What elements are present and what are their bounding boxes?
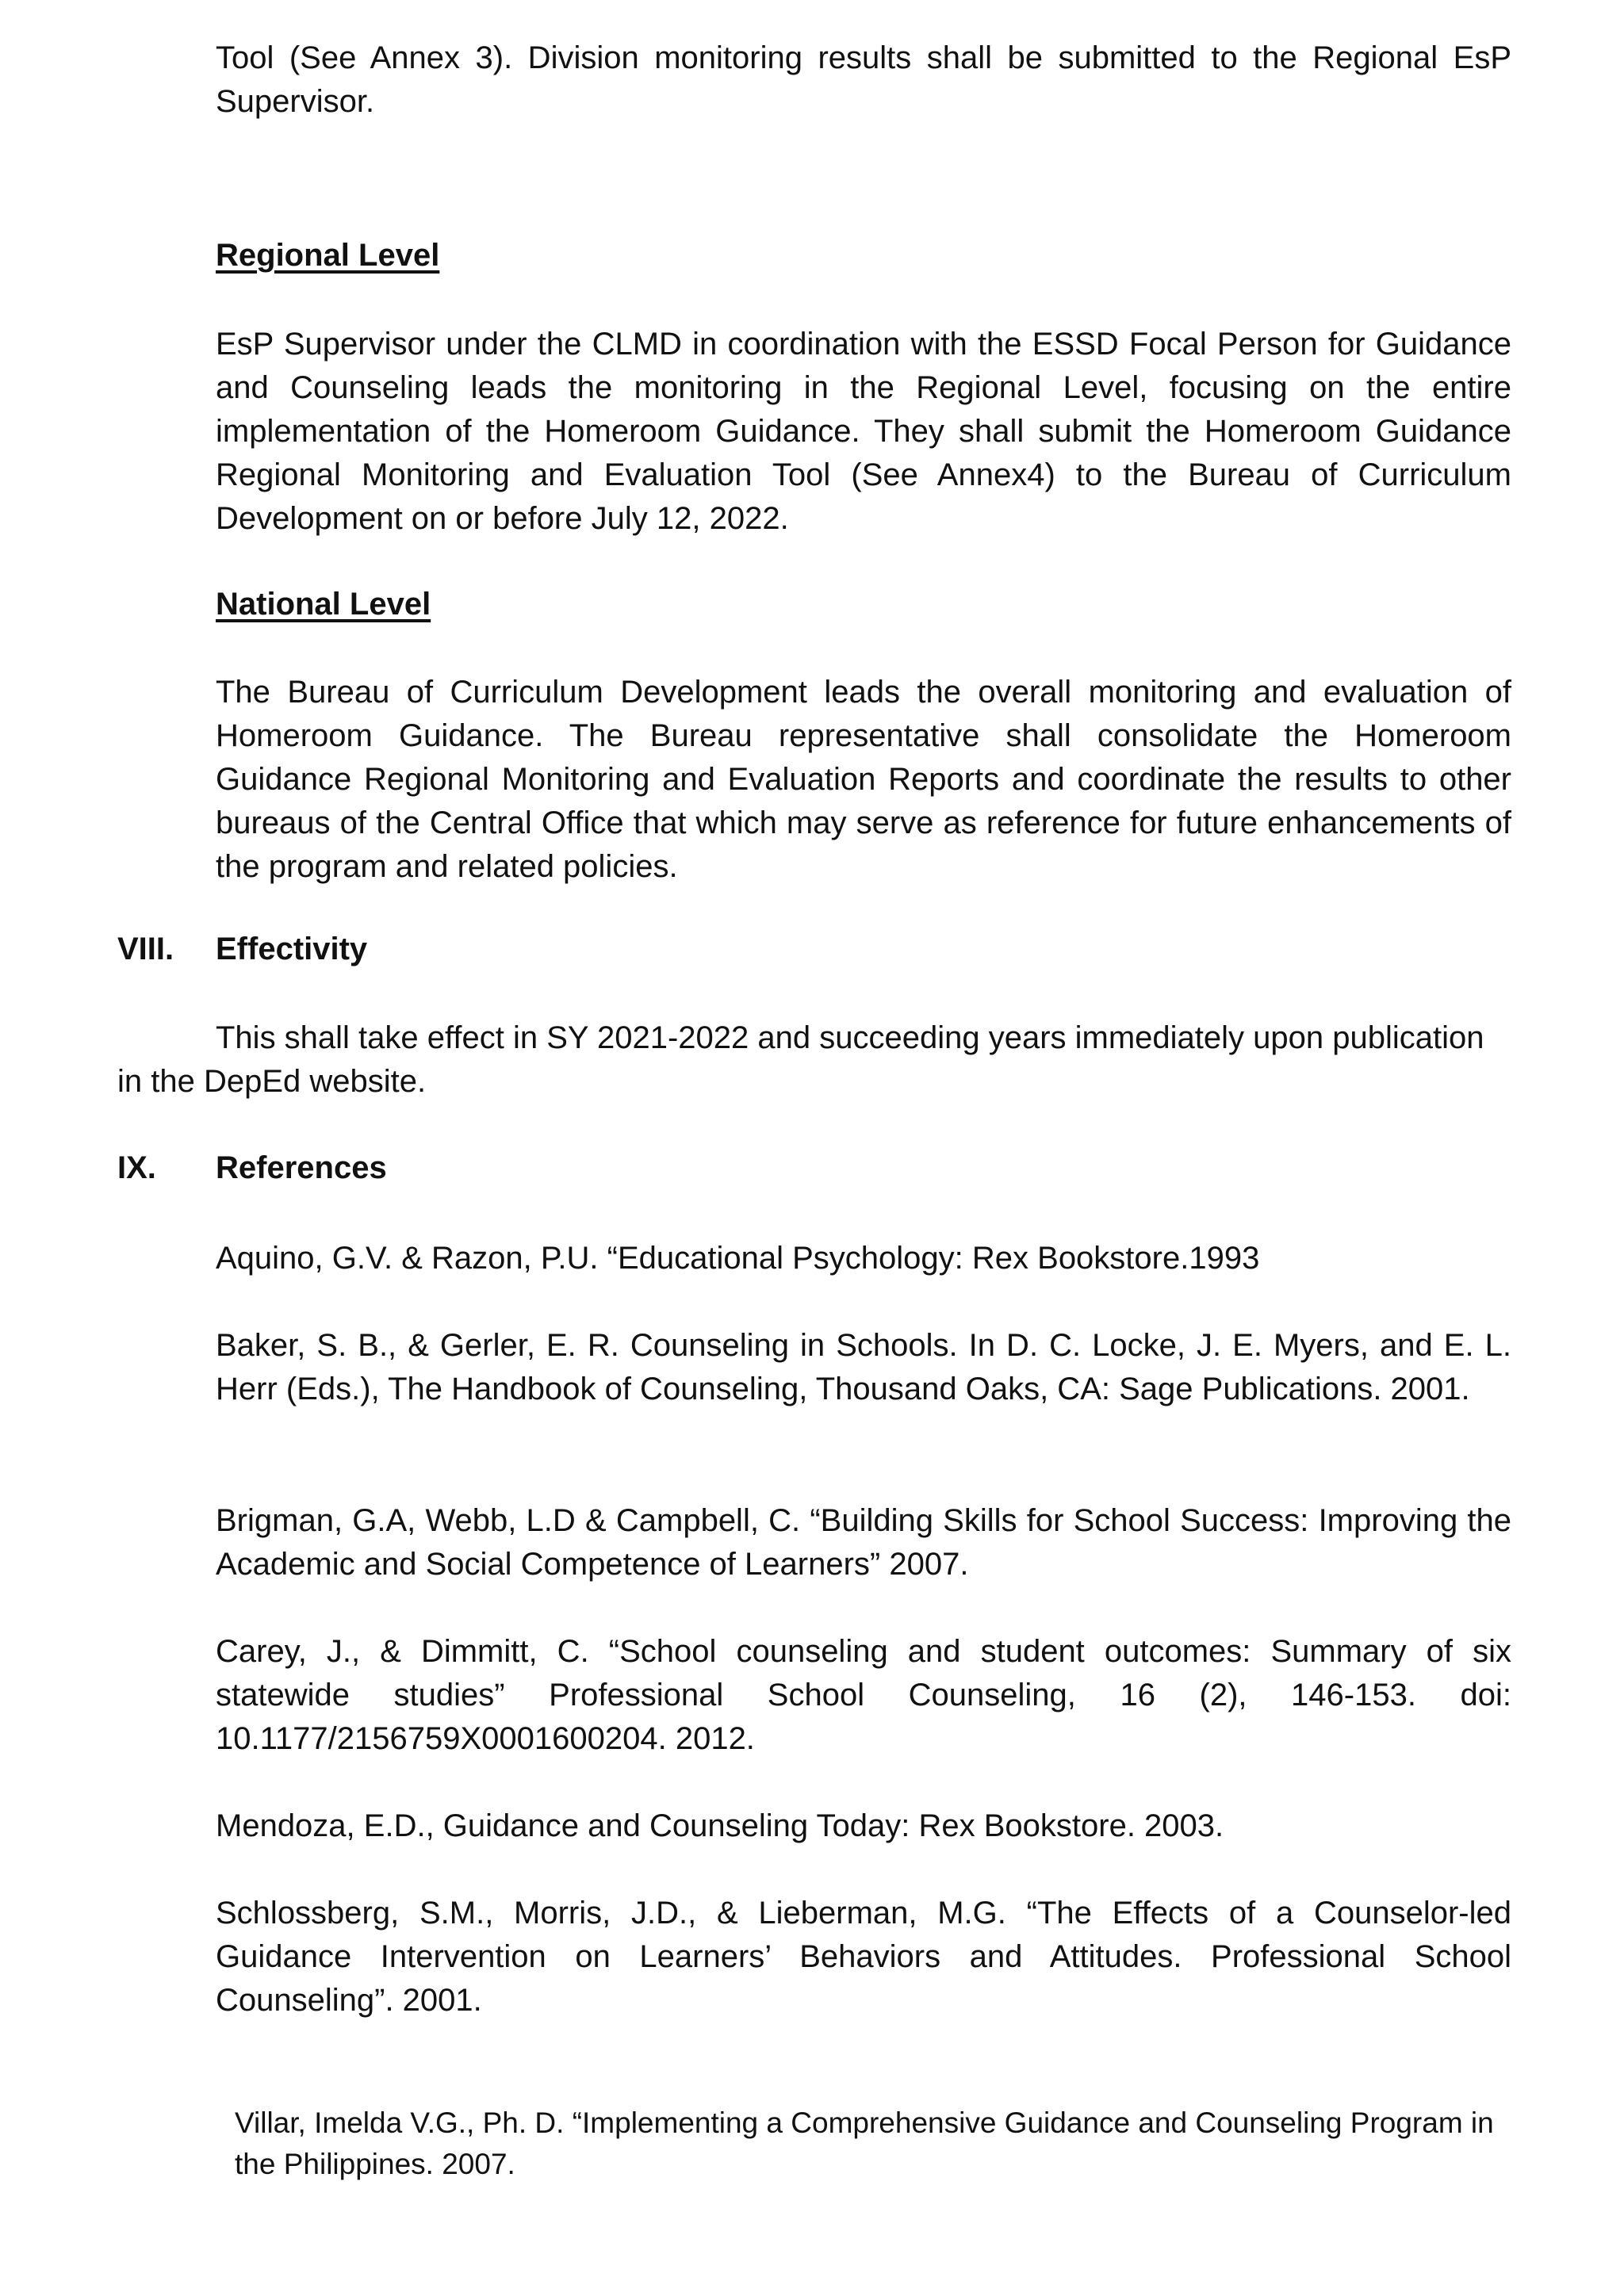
reference-item: Carey, J., & Dimmitt, C. “School counseling and student outcomes: Summary of six statewide studies” Professional School Counseling, 16 (2), 146-153. doi: 10.1177/2156759X0001600204. 2012. bbox=[216, 1634, 1511, 1756]
national-level-heading: National Level bbox=[216, 587, 431, 622]
reference-item: Schlossberg, S.M., Morris, J.D., & Lieberman, M.G. “The Effects of a Counselor-led Guidance Intervention on Learners’ Behaviors and Attitudes. Professional School Counseling”. 2001. bbox=[216, 1896, 1511, 2018]
effectivity-paragraph: This shall take effect in SY 2021-2022 and succeeding years immediately upon publication in the DepEd website. bbox=[117, 1020, 1484, 1099]
national-level-paragraph: The Bureau of Curriculum Development leads the overall monitoring and evaluation of Homeroom Guidance. The Bureau representative shall consolidate the Homeroom Guidance Regional Monitoring and Evaluation Reports and coordinate the results to other bureaus of the Central Office that which may serve as reference for future enhancements of the program and related policies. bbox=[216, 675, 1511, 884]
reference-item: Baker, S. B., & Gerler, E. R. Counseling in Schools. In D. C. Locke, J. E. Myers, and E. L. Herr (Eds.), The Handbook of Counseling, Thousand Oaks, CA: Sage Publications. 2001. bbox=[216, 1328, 1511, 1406]
reference-item: Mendoza, E.D., Guidance and Counseling Today: Rex Bookstore. 2003. bbox=[216, 1808, 1224, 1843]
regional-level-paragraph: EsP Supervisor under the CLMD in coordination with the ESSD Focal Person for Guidance and Counseling leads the monitoring in the Regional Level, focusing on the entire implementation of the Homeroom Guidance. They shall submit the Homeroom Guidance Regional Monitoring and Evaluation Tool (See Annex4) to the Bureau of Curriculum Development on or before July 12, 2022. bbox=[216, 327, 1511, 536]
reference-item: Aquino, G.V. & Razon, P.U. “Educational Psychology: Rex Bookstore.1993 bbox=[216, 1241, 1260, 1276]
continuation-paragraph: Tool (See Annex 3). Division monitoring results shall be submitted to the Regional EsP Supervisor. bbox=[216, 40, 1511, 119]
section-number-ix: IX. bbox=[117, 1150, 156, 1185]
references-heading: References bbox=[216, 1150, 387, 1185]
effectivity-heading: Effectivity bbox=[216, 932, 368, 966]
section-number-viii: VIII. bbox=[117, 932, 174, 966]
reference-item: Villar, Imelda V.G., Ph. D. “Implementing a Comprehensive Guidance and Counseling Program in the Philippines. 2007. bbox=[235, 2107, 1494, 2180]
reference-item: Brigman, G.A, Webb, L.D & Campbell, C. “Building Skills for School Success: Improving the Academic and Social Competence of Learners” 2007. bbox=[216, 1503, 1511, 1582]
regional-level-heading: Regional Level bbox=[216, 238, 440, 273]
